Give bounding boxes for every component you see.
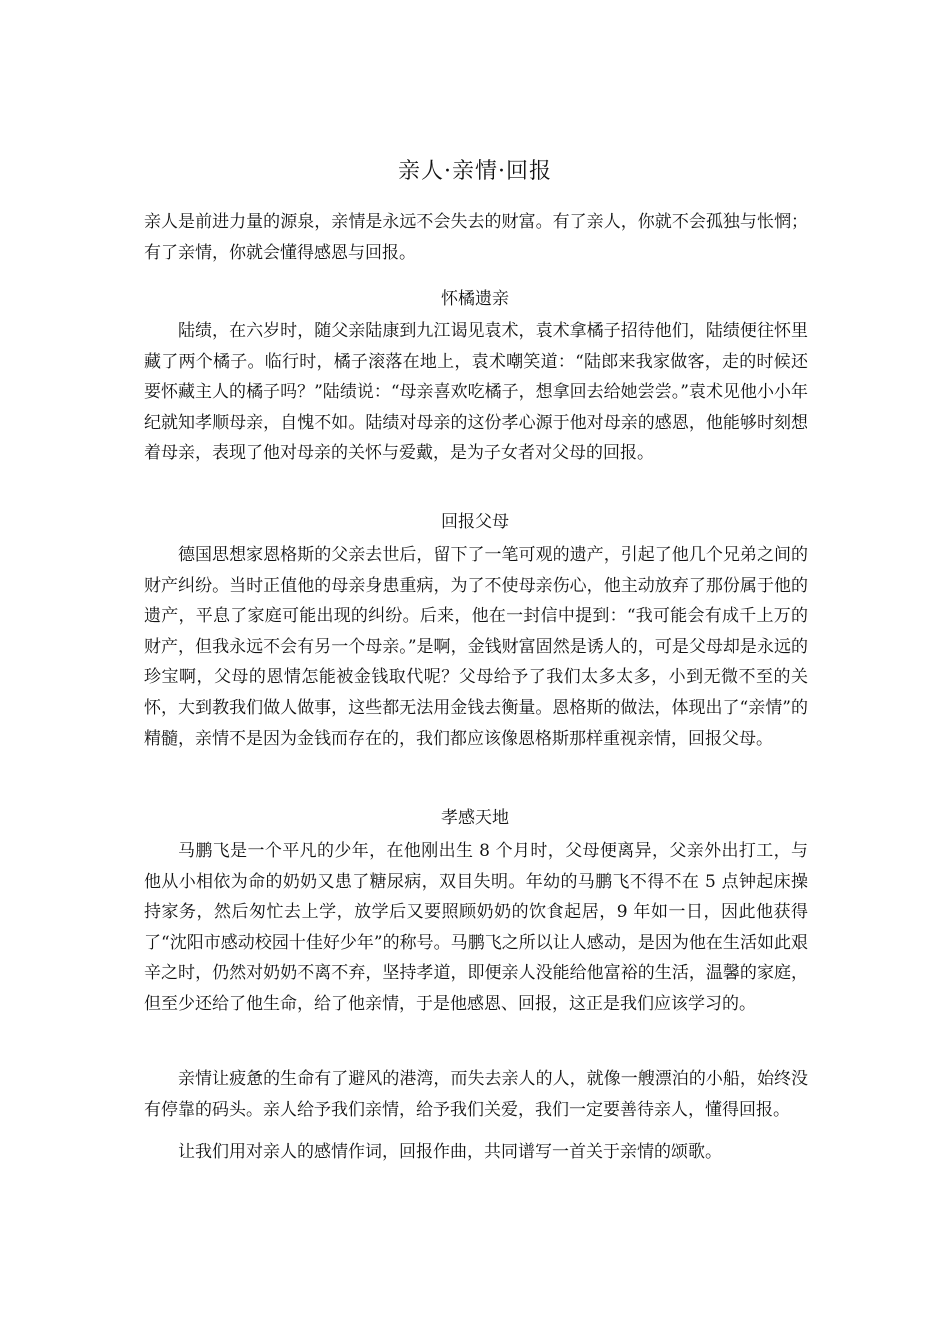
section-paragraph-2: 德国思想家恩格斯的父亲去世后，留下了一笔可观的遗产，引起了他几个兄弟之间的财产纠纷。当时正值他的母亲身患重病，为了不使母亲伤心，他主动放弃了那份属于他的遗产，平息了家庭可能出现的纠纷。后来，他在一封信中提到：“我可能会有成千上万的财产，但我永远不会有另一个母亲。”是啊，金钱财富固然是诱人的，可是父母却是永远的珍宝啊，父母的恩情怎能被金钱取代呢？父母给予了我们太多太多，小到无微不至的关怀，大到教我们做人做事，这些都无法用金钱去衡量。恩格斯的做法，体现出了“亲情”的精髓，亲情不是因为金钱而存在的，我们都应该像恩格斯那样重视亲情，回报父母。: [144, 545, 808, 749]
closing-paragraph-2: 让我们用对亲人的感情作词，回报作曲，共同谱写一首关于亲情的颂歌。: [178, 1142, 722, 1162]
section-heading-1: 怀橘遗亲: [441, 289, 509, 309]
section-paragraph-1: 陆绩，在六岁时，随父亲陆康到九江谒见袁术，袁术拿橘子招待他们，陆绩便往怀里藏了两个橘子。临行时，橘子滚落在地上，袁术嘲笑道：“陆郎来我家做客，走的时候还要怀藏主人的橘子吗？”陆绩说：“母亲喜欢吃橘子，想拿回去给她尝尝。”袁术见他小小年纪就知孝顺母亲，自愧不如。陆绩对母亲的这份孝心源于他对母亲的感恩，他能够时刻想着母亲，表现了他对母亲的关怀与爱戴，是为子女者对父母的回报。: [144, 321, 808, 464]
section-heading-2: 回报父母: [441, 512, 509, 532]
section-paragraph-3: 马鹏飞是一个平凡的少年，在他刚出生 8 个月时，父母便离异，父亲外出打工，与他从小相依为命的奶奶又患了糖尿病，双目失明。年幼的马鹏飞不得不在 5 点钟起床操持家务，然后匆忙去上学，放学后又要照顾奶奶的饮食起居，9 年如一日，因此他获得了“沈阳市感动校园十佳好少年”的称号。马鹏飞之所以让人感动，是因为他在生活如此艰辛之时，仍然对奶奶不离不弃，坚持孝道，即便亲人没能给他富裕的生活，温馨的家庭，但至少还给了他生命，给了他亲情，于是他感恩、回报，这正是我们应该学习的。: [144, 841, 808, 1014]
document-title: 亲人·亲情·回报: [398, 159, 552, 184]
section-heading-3: 孝感天地: [441, 808, 509, 828]
intro-paragraph: 亲人是前进力量的源泉，亲情是永远不会失去的财富。有了亲人，你就不会孤独与怅惘；有了亲情，你就会懂得感恩与回报。: [144, 212, 808, 263]
closing-paragraph-1: 亲情让疲惫的生命有了避风的港湾，而失去亲人的人，就像一艘漂泊的小船，始终没有停靠的码头。亲人给予我们亲情，给予我们关爱，我们一定要善待亲人，懂得回报。: [144, 1069, 808, 1120]
